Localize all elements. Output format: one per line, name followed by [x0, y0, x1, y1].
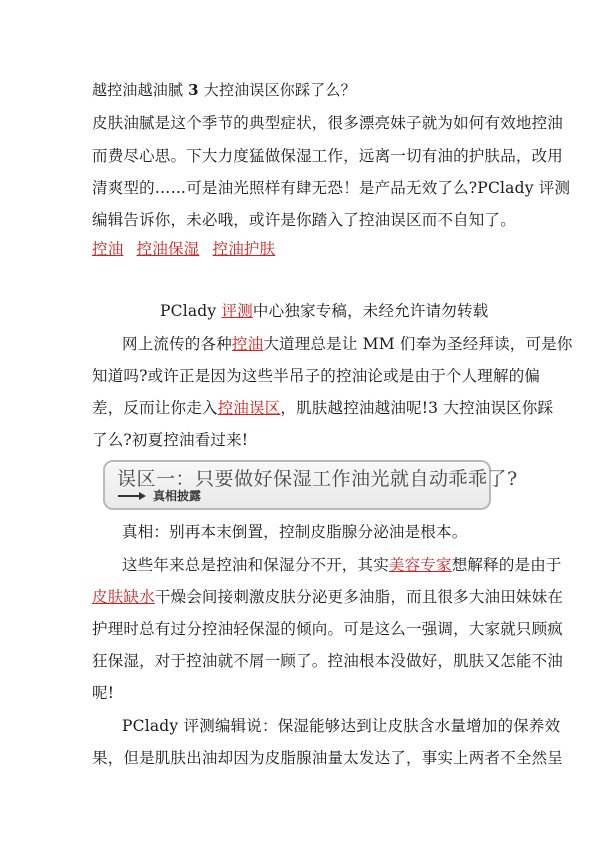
skin-dehydration-link[interactable]: 皮肤缺水: [92, 588, 155, 606]
truth-statement: 真相：别再本末倒置，控制皮脂腺分泌油是根本。: [122, 523, 468, 541]
para1-line-4: 了么?初夏控油看过来!: [92, 431, 249, 449]
para2-line-1: [122, 553, 562, 575]
title-text-1: 越控油越油腻: [92, 81, 184, 99]
para2-text: 这些年来总是控油和保湿分不开，其实: [122, 556, 389, 574]
intro-line-1: 皮肤油腻是这个季节的典型症状，很多漂亮妹子就为如何有效地控油: [92, 114, 564, 132]
para2-text: 想解释的是由于: [451, 556, 562, 574]
para2-text: 干燥会间接刺激皮肤分泌更多油脂，而且很多大油田妹妹在: [154, 588, 564, 606]
review-link[interactable]: 评测: [221, 302, 253, 320]
tag-list: [92, 237, 283, 259]
title-number: 3: [188, 81, 199, 99]
para1-line-2: 知道吗?或许正是因为这些半吊子的控油论或是由于个人理解的偏: [92, 367, 541, 385]
para3-line-2: 果，但是肌肤出油却因为皮脂腺油量太发达了，事实上两者不全然呈: [92, 749, 564, 767]
oil-control-mistake-link[interactable]: 控油误区: [217, 399, 281, 417]
copyright-notice: [160, 299, 488, 321]
para2-line-5: 呢!: [92, 684, 115, 702]
para2-line-4: 狂保湿，对于控油就不屑一顾了。控油根本没做好，肌肤又怎能不油: [92, 652, 564, 670]
para2-line-3: 护理时总有过分控油轻保湿的倾向。可是这么一强调，大家就只顾疯: [92, 620, 564, 638]
banner-sub-text: 真相披露: [153, 489, 202, 503]
credit-text-2: 中心独家专稿，未经允许请勿转载: [252, 302, 489, 320]
para1-line-3: [92, 396, 553, 418]
para3-line-1: PClady 评测编辑说：保湿能够达到让皮肤含水量增加的保养效: [122, 717, 561, 735]
oil-control-link[interactable]: 控油: [231, 335, 264, 353]
para1-text: 网上流传的各种: [122, 335, 232, 353]
banner-subheading: [117, 487, 201, 504]
beauty-expert-link[interactable]: 美容专家: [388, 556, 452, 574]
para1-line-1: [122, 332, 573, 354]
credit-text-1: PClady: [160, 302, 222, 320]
tag-link-oil-control[interactable]: 控油: [92, 240, 124, 258]
arrow-right-icon: [117, 491, 147, 501]
para1-text: 差，反而让你走入: [92, 399, 218, 417]
banner-heading: 误区一：只要做好保湿工作油光就自动乖乖了?: [117, 468, 518, 490]
para1-text: 大道理总是让 MM 们奉为圣经拜读，可是你: [263, 335, 573, 353]
intro-line-4: 编辑告诉你，未必哦，或许是你踏入了控油误区而不自知了。: [92, 211, 516, 229]
mistake-banner: [103, 460, 518, 510]
para2-line-2: [92, 585, 563, 607]
title-text-2: 大控油误区你踩了么？: [203, 81, 356, 99]
article-title: [92, 79, 356, 100]
intro-line-2: 而费尽心思。下大力度猛做保湿工作，远离一切有油的护肤品，改用: [92, 147, 564, 165]
tag-link-oil-moisturize[interactable]: 控油保湿: [136, 240, 200, 258]
intro-line-3: 清爽型的……可是油光照样有肆无恐！是产品无效了么?PClady 评测: [92, 179, 571, 197]
para1-text: ，肌肤越控油越油呢!3 大控油误区你踩: [280, 399, 554, 417]
tag-link-oil-skincare[interactable]: 控油护肤: [212, 240, 276, 258]
